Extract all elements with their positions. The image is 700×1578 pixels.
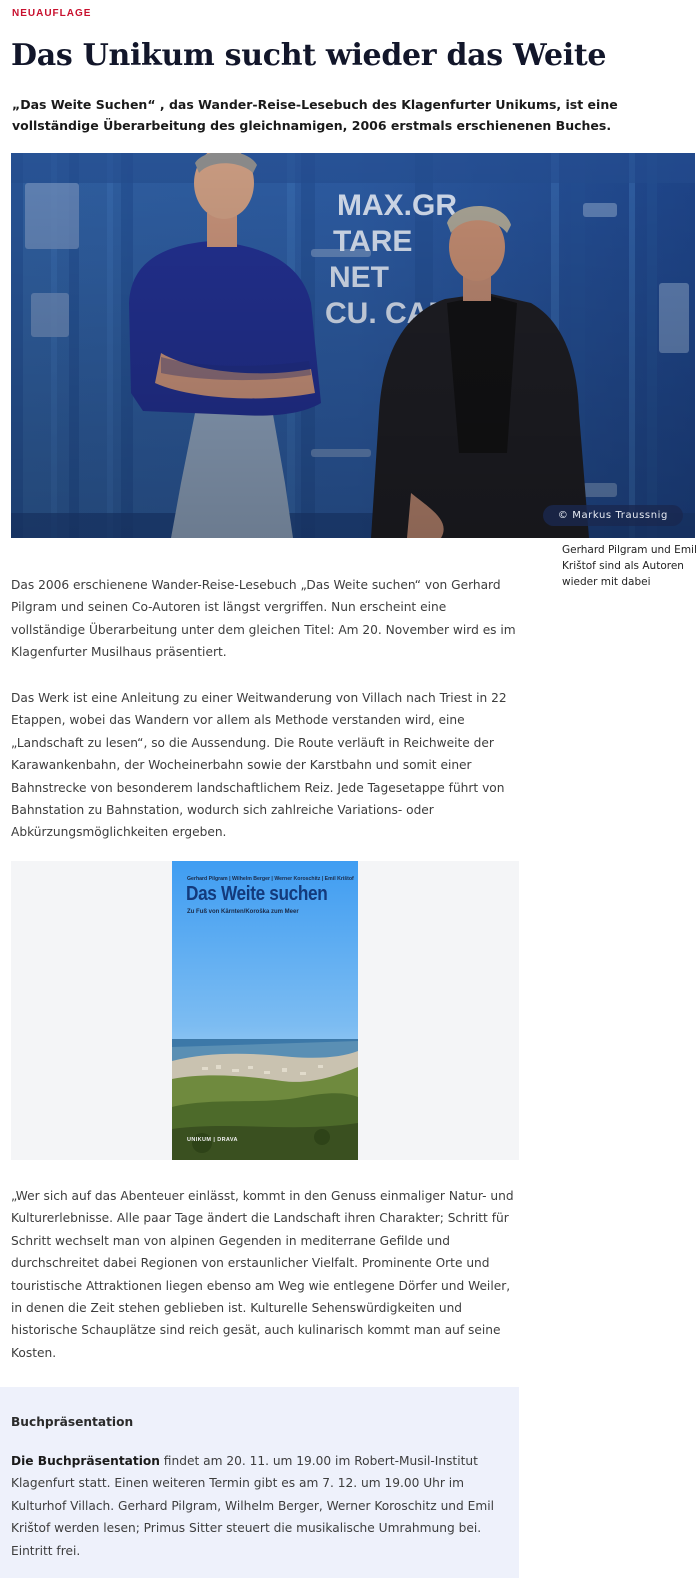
paragraph-2: Das Werk ist eine Anleitung zu einer Weitwanderung von Villach nach Triest in 22 Etappen, wobei das Wandern vor allem als Methode verstanden wird, eine „Landschaft zu lesen“, so die Aussendung. Die Route verläuft in Reichweite der Karawankenbahn, der Wocheinerbahn sowie der Karstbahn und somit einer Bahnstrecke von besonderem landschaftlichem Reiz. Jede Tagesetappe führt von Bahnstation zu Bahnstation, wodurch sich zahlreiche Variations- oder Abkürzungsmöglichkeiten ergeben. bbox=[11, 691, 507, 840]
infobox-buchpraesentation bbox=[0, 1387, 519, 1578]
paragraph-1: Das 2006 erschienene Wander-Reise-Lesebuch „Das Weite suchen“ von Gerhard Pilgram und seinen Co-Autoren ist längst vergriffen. Nun erscheint eine vollständige Überarbeitung unter dem gleichen Titel: Am 20. November wird es im Klagenfurter Musilhaus präsentiert. bbox=[11, 578, 516, 660]
book-cover-authors: Gerhard Pilgram | Wilhelm Berger | Werner Koroschitz | Emil Krištof bbox=[187, 876, 354, 882]
infobox-heading: Buchpräsentation bbox=[11, 1415, 134, 1429]
hero-image[interactable] bbox=[11, 153, 695, 538]
book-cover-subtitle: Zu Fuß von Kärnten/Koroška zum Meer bbox=[187, 909, 299, 915]
book-cover-figure bbox=[11, 861, 519, 1160]
infobox-body: findet am 20. 11. um 19.00 im Robert-Musil-Institut Klagenfurt statt. Einen weiteren Termin gibt es am 7. 12. um 19.00 Uhr im Kulturhof Villach. Gerhard Pilgram, Wilhelm Berger, Werner Koroschitz und Emil Krištof werden lesen; Primus Sitter steuert die musikalische Umrahmung bei. Eintritt frei. bbox=[11, 1454, 494, 1558]
article-title: Das Unikum sucht wieder das Weite bbox=[11, 38, 607, 73]
book-cover[interactable] bbox=[172, 861, 358, 1160]
paragraph-3: „Wer sich auf das Abenteuer einlässt, kommt in den Genuss einmaliger Natur- und Kulturerlebnisse. Alle paar Tage ändert die Landschaft ihren Charakter; Schritt für Schritt wechselt man von alpinen Gegenden in mediterrane Gefilde und durchschreitet dabei Regionen von erstaunlicher Vielfalt. Prominente Orte und touristische Attraktionen liegen ebenso am Weg wie entlegene Dörfer und Weiler, in denen die Zeit stehen geblieben ist. Kulturelle Sehenswürdigkeiten und historische Schauplätze sind reich gesät, auch kulinarisch kommt man auf seine Kosten. bbox=[11, 1189, 514, 1360]
article-lead: „Das Weite Suchen“ , das Wander-Reise-Lesebuch des Klagenfurter Unikums, ist eine vollständige Überarbeitung des gleichnamigen, 2006 erstmals erschienenen Buches. bbox=[12, 97, 618, 133]
book-cover-publisher: UNIKUM | DRAVA bbox=[187, 1137, 238, 1143]
hero-photo bbox=[11, 153, 695, 538]
photo-credit: © Markus Traussnig bbox=[543, 505, 683, 526]
infobox-lead-bold: Die Buchpräsentation bbox=[11, 1454, 160, 1468]
infobox-text bbox=[11, 1450, 509, 1562]
article-kicker: NEUAUFLAGE bbox=[12, 8, 92, 19]
image-caption: Gerhard Pilgram und Emil Krištof sind als Autoren wieder mit dabei bbox=[562, 544, 697, 588]
book-cover-title: Das Weite suchen bbox=[186, 883, 328, 905]
